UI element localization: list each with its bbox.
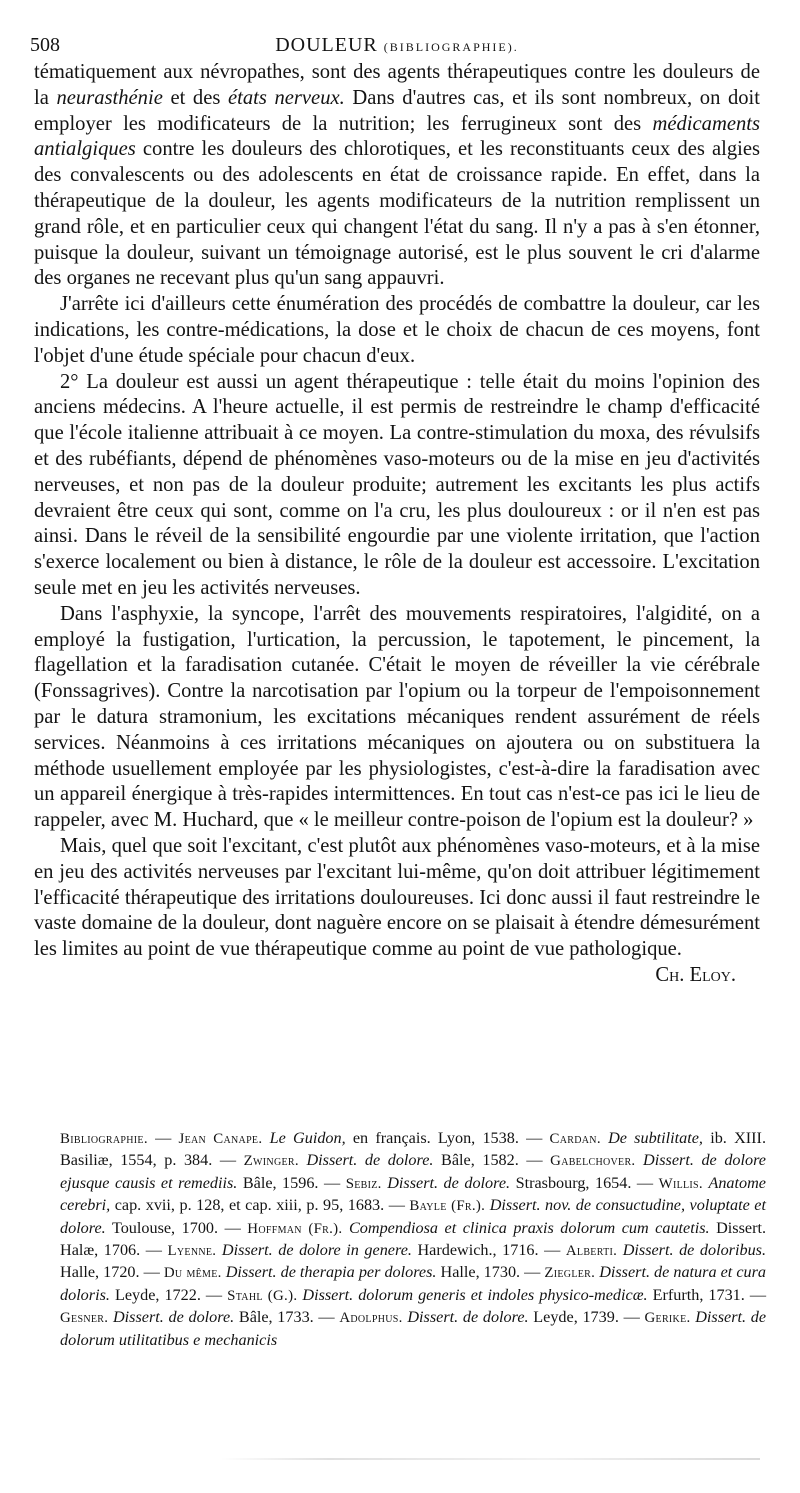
italic-run: états nerveux. <box>227 86 345 109</box>
running-head-subtitle: (BIBLIOGRAPHIE). <box>383 40 519 54</box>
text-run: et des <box>162 86 228 109</box>
italic-run: Dissert. de dolore ejusque causis et remediis. <box>60 1151 766 1192</box>
italic-run: Dissert. de dolore. <box>306 1151 434 1170</box>
text-run: Bâle, 1596. — <box>237 1173 346 1192</box>
text-run: Halle, 1730. — <box>436 1263 545 1282</box>
paragraph <box>34 60 760 292</box>
small-caps-run: Jean Canape. <box>178 1131 263 1147</box>
text-run: Leyde, 1739. — <box>528 1308 645 1327</box>
text-run: Bâle, 1582. — <box>433 1151 551 1170</box>
italic-run: Dissert. de natura et cura doloris. <box>60 1263 766 1304</box>
text-run <box>635 1151 643 1169</box>
small-caps-run: Du même. <box>163 1265 222 1282</box>
bibliography-paragraph <box>60 1128 766 1351</box>
text-run: ib. XIII. Basiliæ, 1554, p. 384. — <box>60 1129 766 1170</box>
running-head <box>30 34 764 57</box>
body-text <box>34 60 760 989</box>
italic-run: Compendiosa et clinica praxis dolorum cum cautetis. <box>348 1218 710 1237</box>
page-number: 508 <box>30 34 60 56</box>
running-head-title: DOULEUR <box>275 34 378 56</box>
small-caps-run: Stahl (G.). <box>227 1287 298 1304</box>
italic-run: Dissert. de dolore. <box>407 1308 529 1327</box>
text-run: Mais, quel que soit l'excitant, c'est plutôt aux phénomènes vaso-moteurs, et à la mise en jeu des activités nerveuses par l'excitant lui-même, qu'on doit attribuer légitimement l'efficacité thérapeutique des irritations douloureuses. Ici donc aussi il faut restreindre le vaste domaine de la douleur, dont naguère encore on se plaisait à étendre démesurément les limites au point de vue thérapeutique comme au point de vue pathologique. <box>34 834 760 961</box>
text-run: Toulouse, 1700. — <box>105 1218 248 1237</box>
italic-run: De subtilitate, <box>608 1129 703 1147</box>
text-run: contre les douleurs des chlorotiques, et les reconstituants ceux des algies des convalescents ou des adolescents en état de croissance rapide. En effet, dans la thérapeutique de la douleur, les agents modificateurs de la nutrition remplissent un grand rôle, et en particulier ceux qui changent l'état du sang. Il n'y a pas à s'en étonner, puisque la douleur, suivant un témoignage autorisé, est le plus souvent le cri d'alarme des organes ne recevant plus qu'un sang appauvri. <box>34 138 760 290</box>
italic-run: médicaments antialgiques <box>34 112 760 161</box>
small-caps-run: Bayle (Fr.). <box>409 1198 486 1215</box>
italic-run: Dissert. de doloribus. <box>622 1241 767 1260</box>
text-run: Halle, 1720. — <box>60 1263 164 1282</box>
scan-artifact <box>220 1458 760 1460</box>
small-caps-run: Hoffman (Fr.). <box>247 1220 343 1237</box>
italic-run: Dissert. de dolore. <box>387 1173 511 1192</box>
italic-run: Dissert. nov. de consuctudine, voluptate et dolore. <box>60 1196 766 1237</box>
page-header <box>30 28 764 64</box>
small-caps-run: Ziegler. <box>544 1265 596 1282</box>
small-caps-run: Gesner. <box>60 1310 109 1327</box>
small-caps-run: Adolphus. <box>339 1310 403 1327</box>
text-run: Strasbourg, 1654. — <box>510 1173 659 1192</box>
small-caps-run: Lyenne. <box>167 1243 217 1260</box>
text-run: tématiquement aux névropathes, sont des agents thérapeutiques contre les douleurs de la <box>34 61 760 109</box>
italic-run: Dissert. dolorum generis et indoles physico-medicæ. <box>302 1285 648 1304</box>
text-run: en français. Lyon, 1538. — <box>345 1129 550 1147</box>
small-caps-run: Sebiz. <box>345 1175 382 1192</box>
text-run: Dans d'autres cas, et ils sont nombreux, on doit employer les modificateurs de la nutrition; les ferrugineux sont des <box>34 86 761 135</box>
author-signature: Ch. Eloy. <box>655 963 736 986</box>
text-run: cap. xvii, p. 128, et cap. xiii, p. 95, 1683. — <box>110 1196 410 1215</box>
small-caps-run: Cardan. <box>549 1131 601 1147</box>
italic-run: Dissert. de dolore in genere. <box>221 1241 412 1260</box>
paragraph <box>34 292 760 369</box>
bibliography <box>60 1128 766 1351</box>
text-run: Erfurth, 1731. — <box>647 1285 767 1304</box>
small-caps-run: Bibliographie. <box>60 1131 148 1147</box>
small-caps-run: Willis. <box>658 1175 703 1192</box>
small-caps-run: Alberti. <box>565 1243 618 1260</box>
text-run <box>601 1129 608 1147</box>
text-run: Dans l'asphyxie, la syncope, l'arrêt des mouvements respiratoires, l'algidité, on a employé la fustigation, l'urtication, la percussion, le tapotement, le pincement, la flagellation et la faradisation cutanée. C'était le moyen de réveiller la vie cérébrale (Fonssagrives). Contre la narcotisation par l'opium ou la torpeur de l'empoisonnement par le datura stramonium, les excitations mécaniques rendent assurément de réels services. Néanmoins à ces irritations mécaniques on ajoutera ou on substituera la méthode usuellement employée par les physiologistes, c'est-à-dire la faradisation avec un appareil énergique à très-rapides intermittences. En tout cas n'est-ce pas ici le lieu de rappeler, avec M. Huchard, que « le meilleur contre-poison de l'opium est la douleur? » <box>34 602 760 832</box>
italic-run: Anatome cerebri, <box>60 1173 766 1215</box>
text-run: J'arrête ici d'ailleurs cette énumération des procédés de combattre la douleur, car les indications, les contre-médications, la dose et le choix de chacun de ces moyens, font l'objet d'une étude spéciale pour chacun d'eux. <box>34 293 760 367</box>
italic-run: Dissert. de therapia per dolores. <box>225 1263 437 1282</box>
text-run: Hardewich., 1716. — <box>411 1241 566 1260</box>
italic-run: Dissert. de dolorum utilitatibus e mechanicis <box>60 1308 767 1349</box>
text-run: — <box>147 1129 179 1147</box>
small-caps-run: Gabelchover. <box>550 1153 636 1170</box>
small-caps-run: Zwinger. <box>243 1153 299 1170</box>
text-run <box>262 1129 269 1147</box>
text-run: Leyde, 1722. — <box>109 1285 228 1304</box>
paragraph <box>34 602 760 834</box>
italic-run: neurasthénie <box>56 86 163 109</box>
text-run: Bâle, 1733. — <box>234 1308 340 1327</box>
paragraph <box>34 370 760 602</box>
italic-run: Dissert. de dolore. <box>112 1308 235 1327</box>
text-run: Dissert. Halæ, 1706. — <box>60 1218 767 1260</box>
italic-run: Le Guidon, <box>269 1129 346 1147</box>
text-run: 2° La douleur est aussi un agent thérapeutique : telle était du moins l'opinion des anciens médecins. A l'heure actuelle, il est permis de restreindre le champ d'efficacité que l'école italienne attribuait à ce moyen. La contre-stimulation du moxa, des révulsifs et des rubéfiants, dépend de phénomènes vaso-moteurs ou de la mise en jeu d'activités nerveuses, et non pas de la douleur produite; autrement les excitants les plus actifs devraient être ceux qui sont, comme on l'a cru, les plus douloureux : or il n'en est pas ainsi. Dans le réveil de la sensibilité engourdie par une violente irritation, que l'action s'exerce localement ou bien à distance, le rôle de la douleur est accessoire. L'excitation seule met en jeu les activités nerveuses. <box>34 370 760 599</box>
small-caps-run: Gerike. <box>644 1310 691 1327</box>
paragraph <box>34 834 760 986</box>
